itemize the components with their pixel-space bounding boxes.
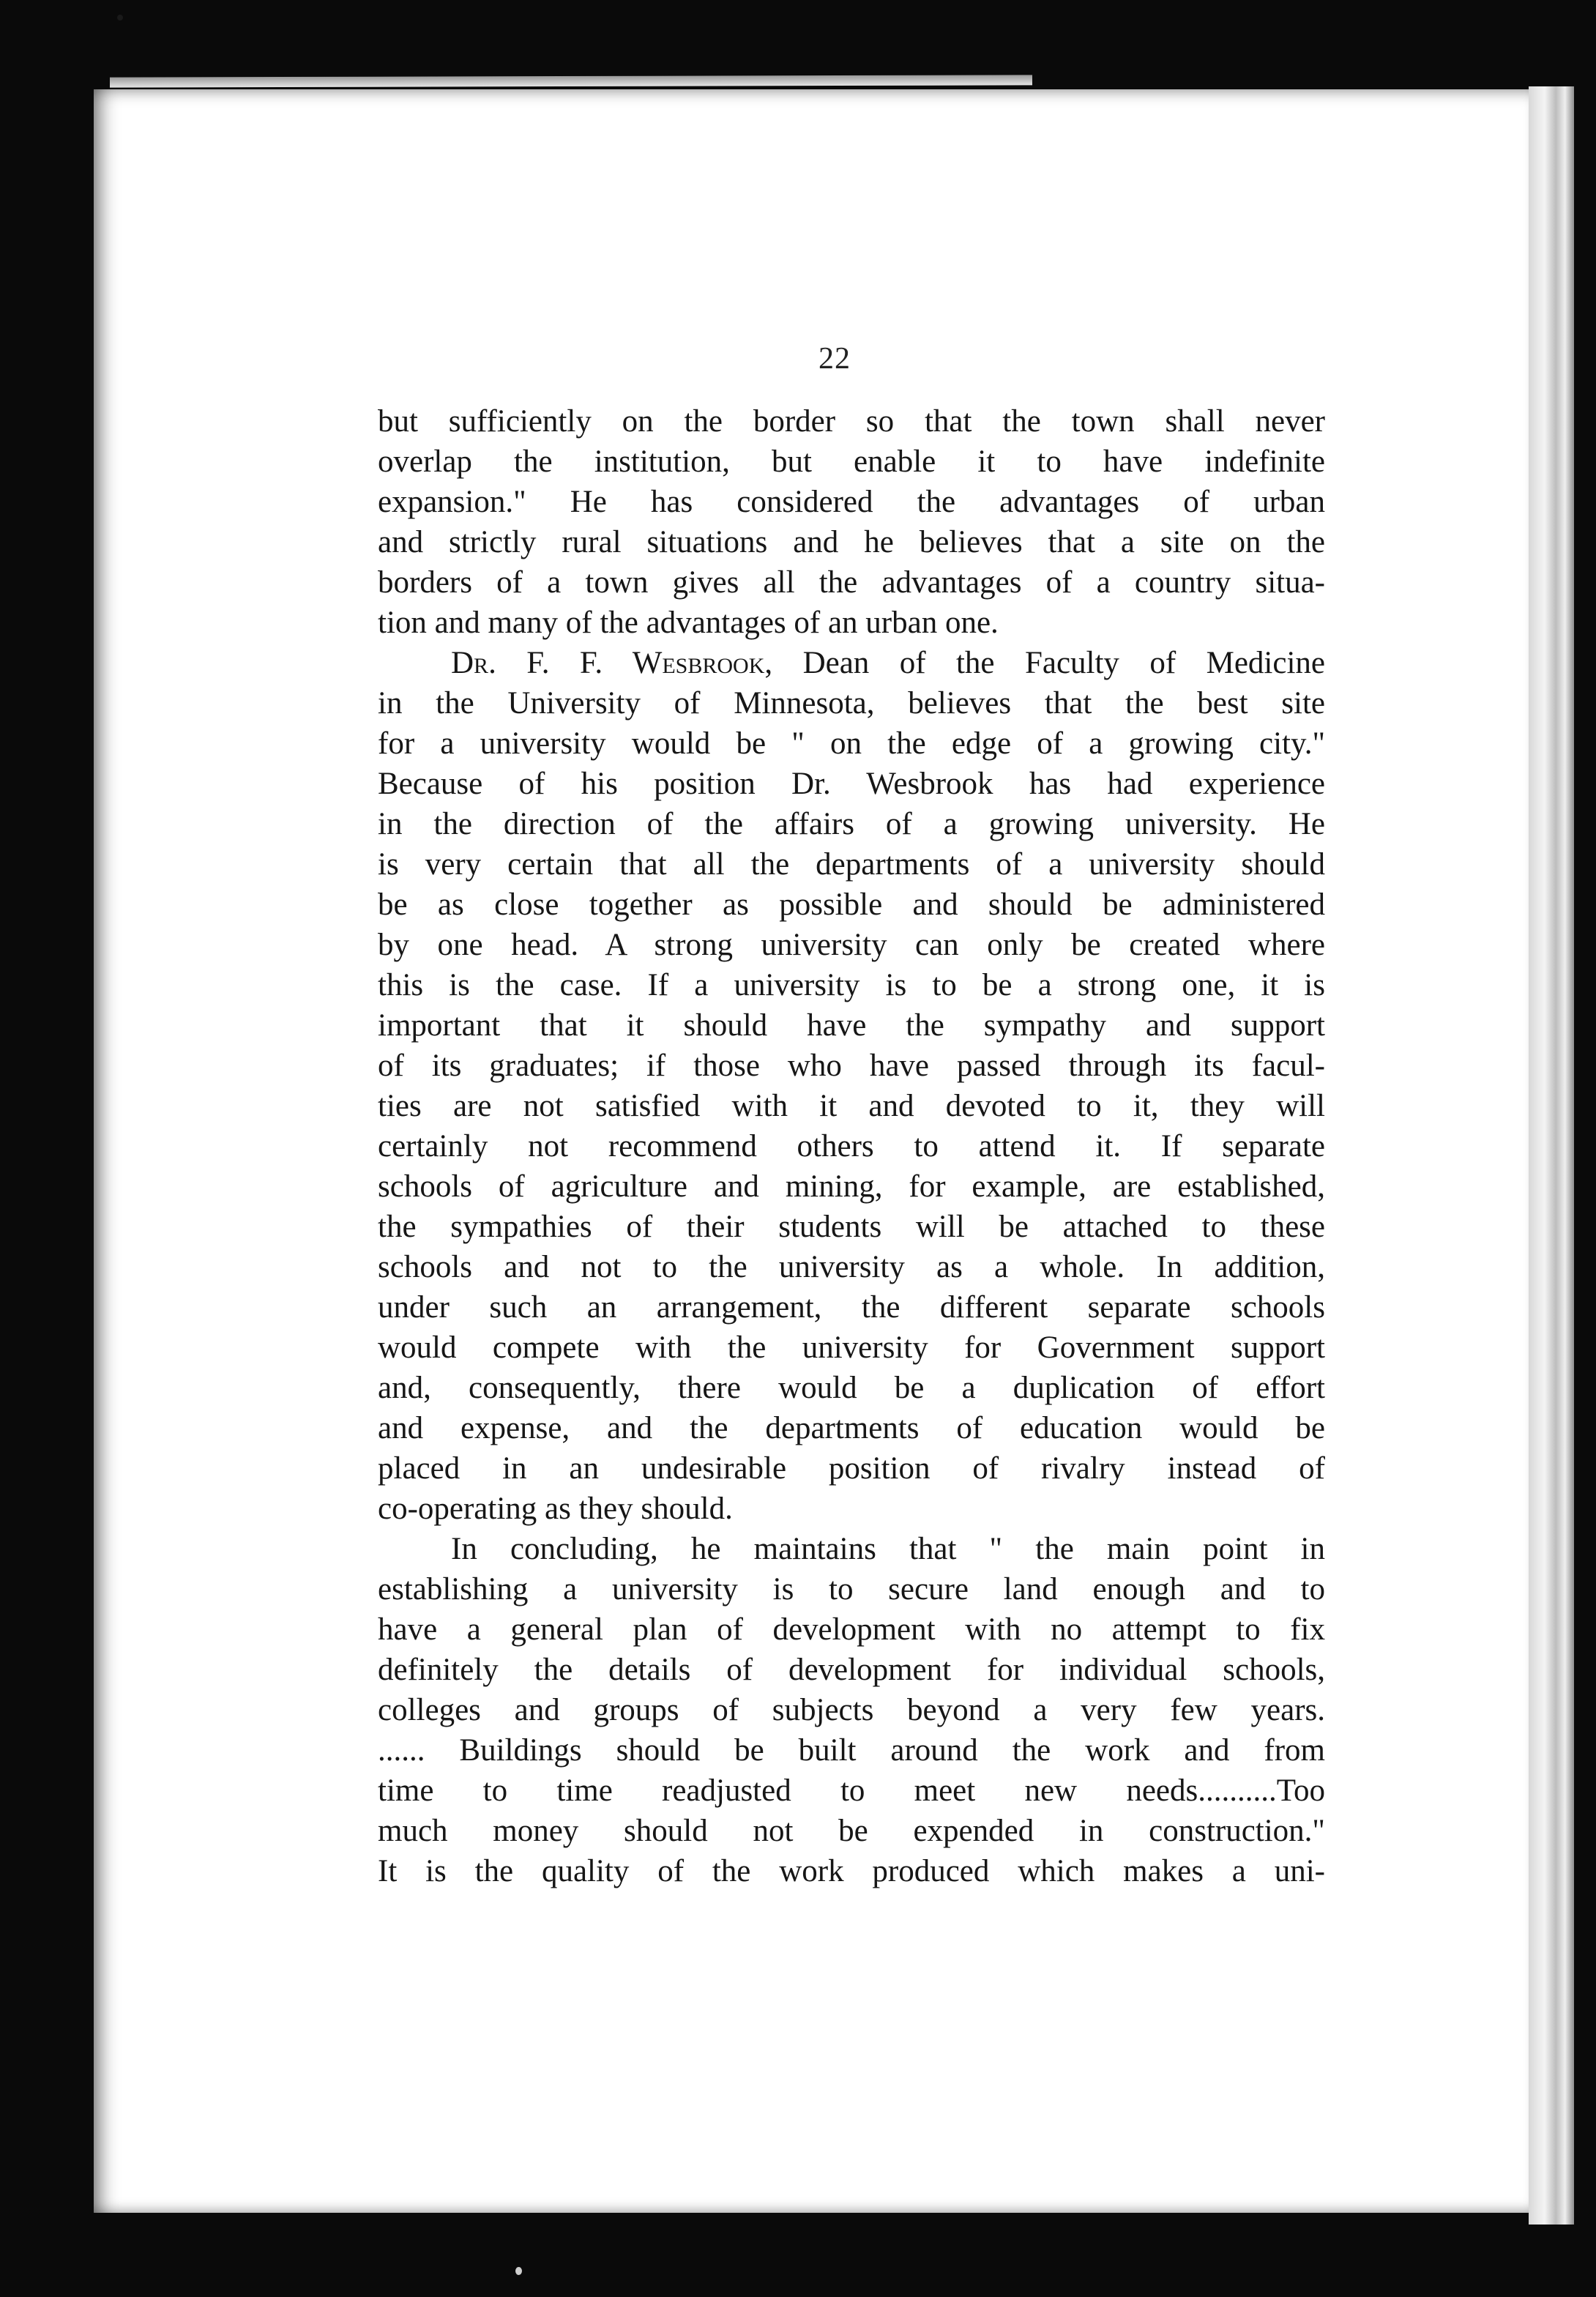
text-line: is very certain that all the departments of a university should — [378, 847, 1325, 882]
text-line: co-operating as they should. — [378, 1492, 733, 1526]
text-line: for a university would be " on the edge of a growing city." — [378, 726, 1325, 761]
text-line: overlap the institution, but enable it to have indefinite — [378, 444, 1325, 479]
text-line: colleges and groups of subjects beyond a very few years. — [378, 1693, 1325, 1727]
text-line: schools and not to the university as a whole. In addition, — [378, 1250, 1325, 1284]
person-name: Dr. F. F. Wesbrook — [451, 646, 765, 680]
body-text — [378, 401, 1325, 1891]
text-line: but sufficiently on the border so that the town shall never — [378, 404, 1325, 439]
text-line: Because of his position Dr. Wesbrook has had experience — [378, 767, 1325, 801]
text-line: time to time readjusted to meet new needs..........Too — [378, 1773, 1325, 1808]
text-line: the sympathies of their students will be attached to these — [378, 1210, 1325, 1244]
text-line: important that it should have the sympathy and support — [378, 1008, 1325, 1043]
text-line: under such an arrangement, the different separate schools — [378, 1290, 1325, 1325]
text-line: schools of agriculture and mining, for example, are established, — [378, 1169, 1325, 1204]
scan-speck — [515, 2267, 522, 2275]
text-line-rest: , Dean of the Faculty of Medicine — [764, 646, 1325, 680]
text-line — [378, 643, 1325, 683]
text-line: much money should not be expended in construction." — [378, 1814, 1325, 1848]
text-line: It is the quality of the work produced which makes a uni- — [378, 1854, 1325, 1888]
text-line: In concluding, he maintains that " the main point in — [451, 1532, 1325, 1566]
page-top-edge — [110, 75, 1032, 87]
text-line: tion and many of the advantages of an urban one. — [378, 606, 999, 640]
page-stack-edge — [1529, 86, 1574, 2225]
text-line: by one head. A strong university can only be created where — [378, 928, 1325, 962]
scan-speck — [117, 15, 123, 21]
text-line: certainly not recommend others to attend it. If separate — [378, 1129, 1325, 1164]
text-line: expansion." He has considered the advantages of urban — [378, 485, 1325, 519]
text-line: be as close together as possible and should be administered — [378, 887, 1325, 922]
text-line: have a general plan of development with no attempt to fix — [378, 1612, 1325, 1647]
text-line: ...... Buildings should be built around the work and from — [378, 1733, 1325, 1768]
text-line: ties are not satisfied with it and devoted to it, they will — [378, 1089, 1325, 1123]
text-line: in the direction of the affairs of a growing university. He — [378, 807, 1325, 841]
text-line: would compete with the university for Government support — [378, 1330, 1325, 1365]
text-line: in the University of Minnesota, believes that the best site — [378, 686, 1325, 721]
text-line: establishing a university is to secure land enough and to — [378, 1572, 1325, 1607]
text-line: this is the case. If a university is to be a strong one, it is — [378, 968, 1325, 1002]
text-line: and strictly rural situations and he believes that a site on the — [378, 525, 1325, 559]
text-line: and expense, and the departments of education would be — [378, 1411, 1325, 1445]
text-line: of its graduates; if those who have passed through its facul- — [378, 1049, 1325, 1083]
page-number: 22 — [818, 342, 851, 376]
text-line: and, consequently, there would be a duplication of effort — [378, 1371, 1325, 1405]
text-line: definitely the details of development for individual schools, — [378, 1653, 1325, 1687]
text-line: placed in an undesirable position of rivalry instead of — [378, 1451, 1325, 1486]
text-line: borders of a town gives all the advantages of a country situa- — [378, 565, 1325, 600]
